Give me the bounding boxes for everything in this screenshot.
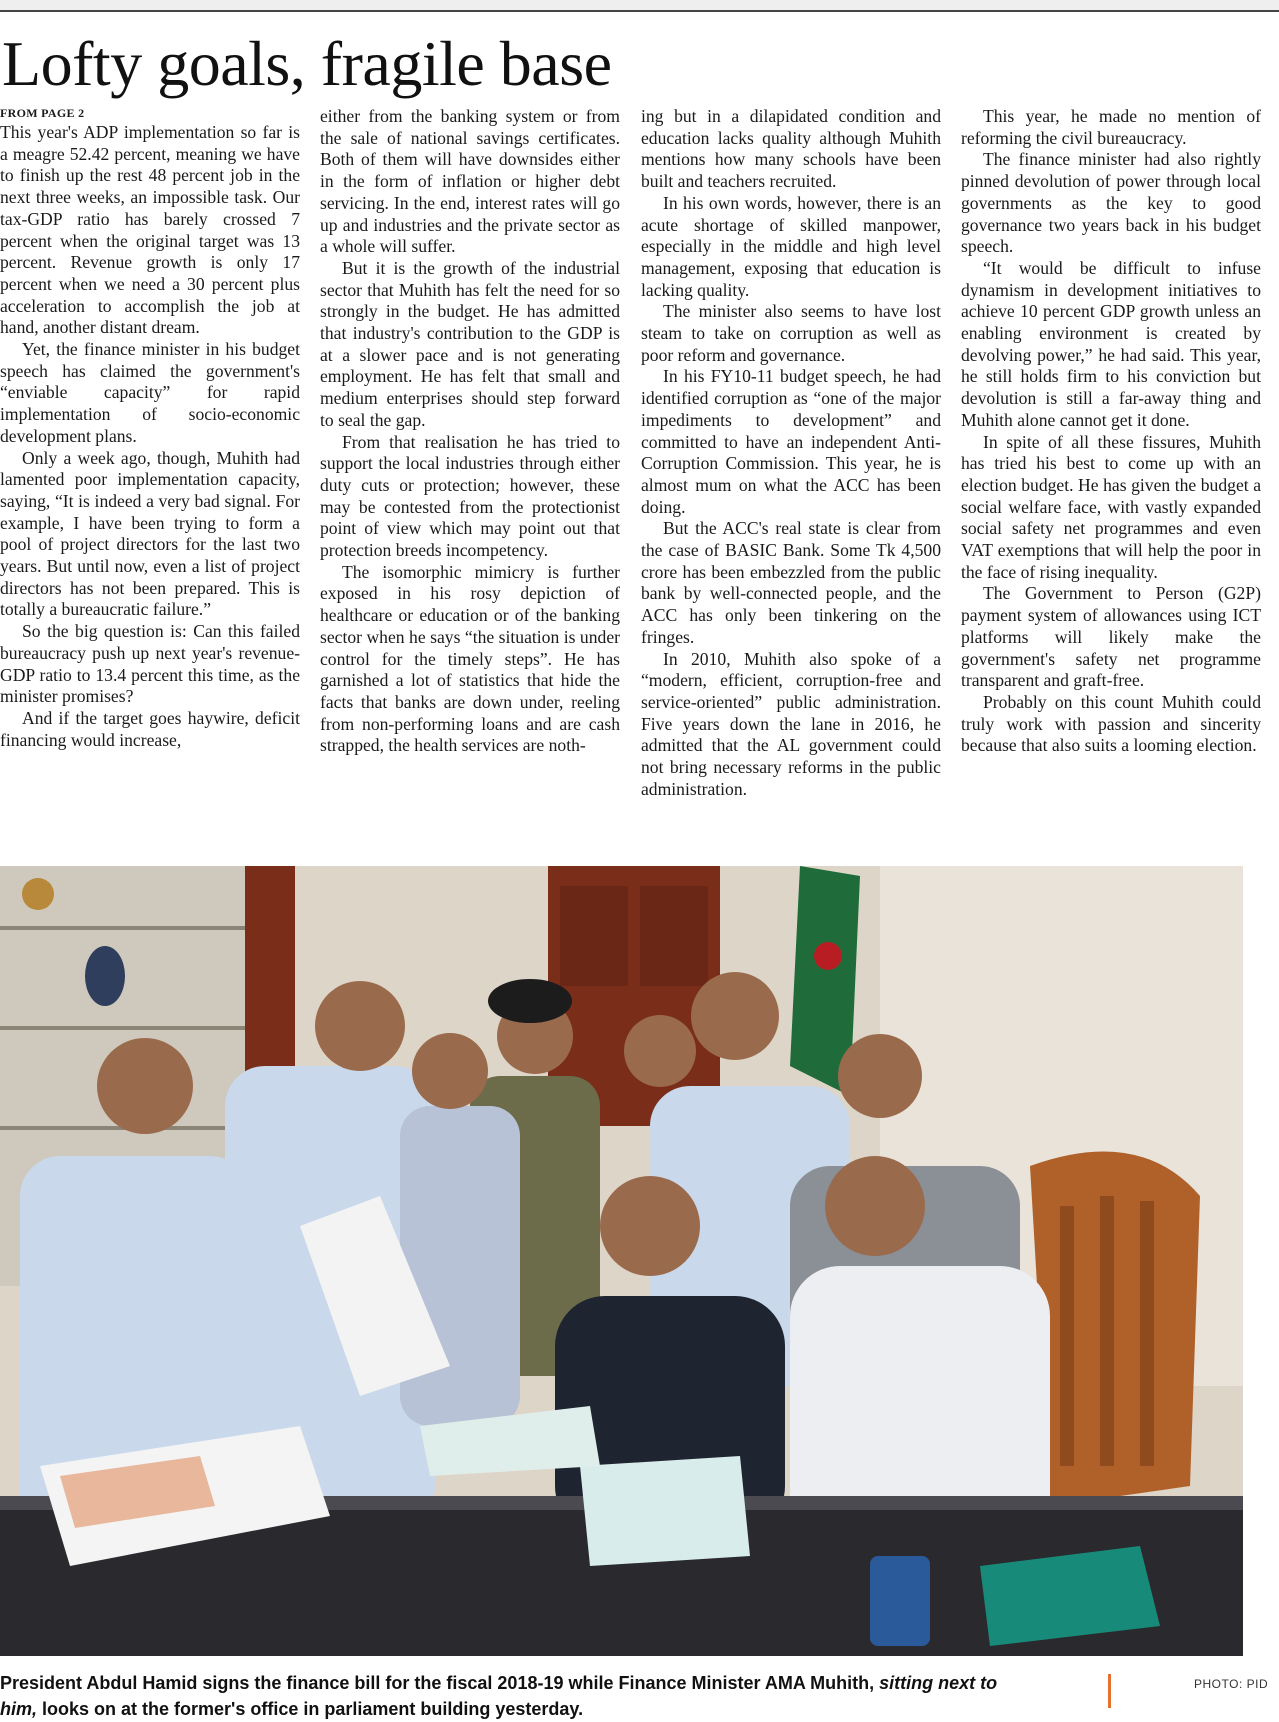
paragraph: The minister also seems to have lost steam to take on corruption as well as poor reform and governance. — [641, 301, 941, 365]
paragraph: This year's ADP implementation so far is a meagre 52.42 percent, meaning we have to finish up the rest 48 percent job in the next three weeks, an impossible task. Our tax-GDP ratio has barely crossed 7 percent when the original target was 13 percent. Revenue growth is only 17 percent when we need a 30 percent plus acceleration to accomplish the job at hand, another distant dream. — [0, 122, 300, 338]
paragraph: But the ACC's real state is clear from the case of BASIC Bank. Some Tk 4,500 crore has been embezzled from the public bank by well-connected people, and the ACC has only been tinkering on the fringes. — [641, 518, 941, 647]
paragraph: Probably on this count Muhith could truly work with passion and sincerity because that also suits a looming election. — [961, 691, 1261, 756]
caption-text: President Abdul Hamid signs the finance bill for the fiscal 2018-19 while Finance Minister AMA Muhith, — [0, 1673, 880, 1693]
paragraph: ing but in a dilapidated condition and education lacks quality although Muhith mentions how many schools have been built and teachers recruited. — [641, 106, 941, 192]
paragraph: either from the banking system or from the sale of national savings certificates. Both of them will have downsides either in the form of inflation or higher debt servicing. In the end, interest rates will go up and industries and the private sector as a whole will suffer. — [320, 106, 620, 257]
photo-caption — [0, 1670, 1000, 1719]
paragraph: This year, he made no mention of reforming the civil bureaucracy. — [961, 106, 1261, 148]
paragraph: In his own words, however, there is an acute shortage of skilled manpower, especially in the middle and high level management, exposing that education is lacking quality. — [641, 192, 941, 300]
paragraph: So the big question is: Can this failed bureaucracy push up next year's revenue-GDP ratio to 13.4 percent this time, as the minister promises? — [0, 621, 300, 707]
paragraph: The finance minister had also rightly pinned devolution of power through local governments as the key to good governance two years back in his budget speech. — [961, 149, 1261, 257]
paragraph: And if the target goes haywire, deficit financing would increase, — [0, 707, 300, 750]
column-3 — [641, 106, 941, 801]
photo-credit: PHOTO: PID — [1194, 1677, 1269, 1691]
news-photo — [0, 866, 1243, 1656]
paragraph: In his FY10-11 budget speech, he had identified corruption as “one of the major impediments to development” and committed to have an independent Anti-Corruption Commission. This year, he is almost mum on what the ACC has been doing. — [641, 366, 941, 517]
photo-illustration — [0, 866, 1243, 1656]
paragraph: “It would be difficult to infuse dynamism in development initiatives to achieve 10 percent GDP growth unless an enabling environment is created by devolving power,” he had said. This year, he still holds firm to his conviction but devolution is still a far-away thing and Muhith alone cannot get it done. — [961, 257, 1261, 430]
paragraph: The Government to Person (G2P) payment system of allowances using ICT platforms will likely make the government's safety net programme transparent and graft-free. — [961, 583, 1261, 691]
paragraph: Only a week ago, though, Muhith had lamented poor implementation capacity, saying, “It is indeed a very bad signal. For example, I have been trying to form a pool of project directors for the last two years. But until now, even a list of project directors has not been prepared. This is totally a bureaucratic failure.” — [0, 447, 300, 620]
paragraph: Yet, the finance minister in his budget speech has claimed the government's “enviable capacity” for rapid implementation of socio-economic development plans. — [0, 339, 300, 446]
paragraph: The isomorphic mimicry is further exposed in his rosy depiction of healthcare or education or of the banking sector when he says “the situation is under control for the timely steps”. He has garnished a lot of statistics that hide the facts that banks are down under, reeling from non-performing loans and are cash strapped, the health services are noth- — [320, 561, 620, 756]
paragraph: In spite of all these fissures, Muhith has tried his best to come up with an election budget. He has given the budget a social welfare face, with vastly expanded social safety net programmes and even VAT exemptions that will help the poor in the face of rising inequality. — [961, 431, 1261, 582]
article-columns — [0, 106, 1265, 826]
caption-divider — [1108, 1674, 1111, 1708]
from-page-kicker: FROM PAGE 2 — [0, 106, 85, 120]
column-1 — [0, 106, 300, 751]
paragraph: From that realisation he has tried to support the local industries through either duty cuts or protection; however, these may be contested from the protectionist point of view which may point out that protection breeds incompetency. — [320, 431, 620, 561]
paragraph: But it is the growth of the industrial sector that Muhith has felt the need for so strongly in the budget. He has admitted that industry's contribution to the GDP is at a slower pace and is not generating employment. He has felt that small and medium enterprises should step forward to seal the gap. — [320, 257, 620, 430]
paragraph: In 2010, Muhith also spoke of a “modern, efficient, corruption-free and service-oriented” public administration. Five years down the lane in 2016, he admitted that the AL government could not bring necessary reforms in the public administration. — [641, 648, 941, 799]
caption-text-end: looks on at the former's office in parliament building yesterday. — [37, 1699, 584, 1719]
headline: Lofty goals, fragile base — [2, 28, 612, 99]
column-4 — [961, 106, 1261, 757]
top-rule — [0, 0, 1279, 12]
caption-italic: sitting next to him, — [0, 1673, 998, 1719]
column-2 — [320, 106, 620, 757]
